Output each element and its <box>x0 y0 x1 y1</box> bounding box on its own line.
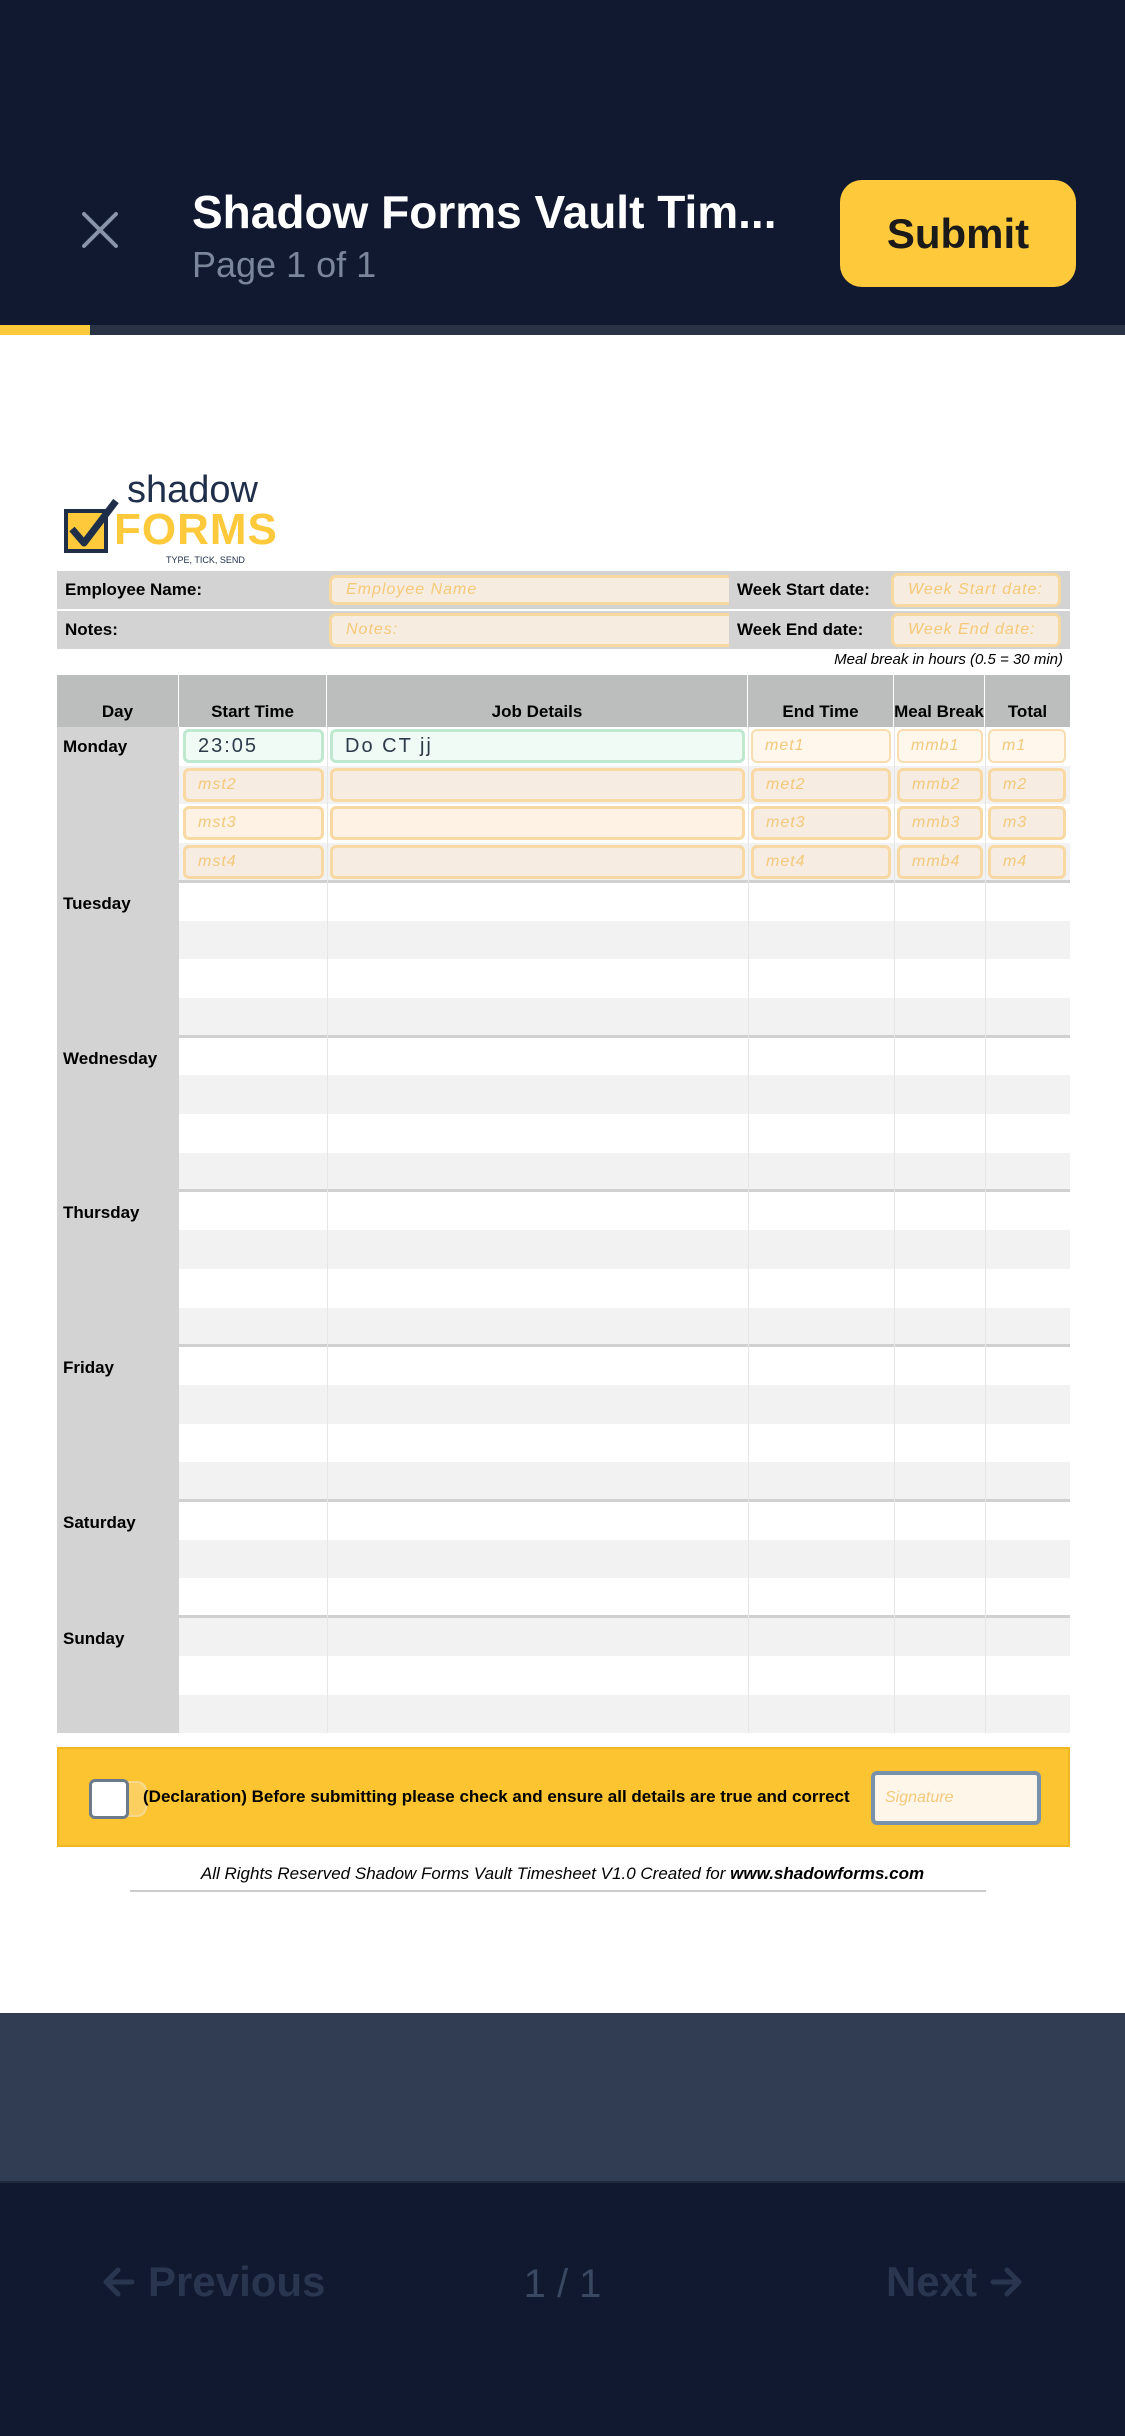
submit-button[interactable]: Submit <box>840 180 1076 287</box>
week-end-input[interactable]: Week End date: <box>891 613 1061 647</box>
declaration-bar <box>57 1747 1070 1847</box>
app-header <box>0 0 1125 325</box>
copyright-text: All Rights Reserved Shadow Forms Vault Timesheet V1.0 Created for <box>200 1864 731 1883</box>
signature-field[interactable]: Signature <box>871 1771 1041 1825</box>
table-row <box>179 882 1070 921</box>
column-gridline <box>985 727 986 1733</box>
header-job-details: Job Details <box>327 675 748 727</box>
header-total: Total <box>1007 702 1048 721</box>
meal-break-note: Meal break in hours (0.5 = 30 min) <box>834 651 1063 668</box>
notes-input[interactable]: Notes: <box>329 613 783 647</box>
form-page <box>0 335 1125 2013</box>
table-row <box>179 1424 1070 1463</box>
close-icon <box>70 200 130 260</box>
viewer-background <box>0 2013 1125 2181</box>
monday-start-input-4[interactable]: mst4 <box>183 845 324 879</box>
monday-start-input-2[interactable]: mst2 <box>183 768 324 802</box>
previous-label: Previous <box>148 2258 326 2305</box>
table-row <box>179 1114 1070 1153</box>
week-end-label: Week End date: <box>729 611 889 649</box>
day-separator <box>179 1035 1070 1038</box>
monday-job-input-2[interactable] <box>330 768 745 802</box>
table-row <box>179 921 1070 960</box>
table-row <box>179 1153 1070 1192</box>
footer-divider <box>130 1890 986 1892</box>
table-row <box>179 1191 1070 1230</box>
employee-name-input[interactable]: Employee Name <box>329 575 783 605</box>
day-column <box>57 727 179 1733</box>
week-start-label: Week Start date: <box>729 571 889 609</box>
monday-meal-input-3[interactable]: mmb3 <box>897 806 983 840</box>
table-row <box>179 959 1070 998</box>
table-row <box>179 1540 1070 1579</box>
monday-total-input-3[interactable]: m3 <box>988 806 1066 840</box>
arrow-right-icon <box>989 2264 1025 2300</box>
table-row <box>179 1269 1070 1308</box>
table-row <box>179 1656 1070 1695</box>
day-label-wednesday: Wednesday <box>63 1048 158 1068</box>
monday-end-input-4[interactable]: met4 <box>751 845 891 879</box>
day-label-thursday: Thursday <box>63 1203 140 1223</box>
header-meal-break: Meal Break <box>894 675 985 727</box>
monday-meal-input-2[interactable]: mmb2 <box>897 768 983 802</box>
day-separator <box>179 1499 1070 1502</box>
nav-divider <box>0 2181 1125 2183</box>
day-separator <box>179 880 1070 883</box>
page-subtitle: Page 1 of 1 <box>192 244 377 285</box>
monday-job-input-3[interactable] <box>330 806 745 840</box>
column-gridline <box>748 727 749 1733</box>
next-label: Next <box>885 2258 977 2305</box>
monday-total-input-1[interactable]: m1 <box>988 729 1066 763</box>
monday-job-input-4[interactable] <box>330 845 745 879</box>
logo-word-shadow: shadow <box>127 469 258 511</box>
day-label-monday: Monday <box>63 737 128 756</box>
week-start-input[interactable]: Week Start date: <box>891 573 1061 607</box>
monday-total-input-2[interactable]: m2 <box>988 768 1066 802</box>
day-separator <box>179 1615 1070 1618</box>
monday-end-input-3[interactable]: met3 <box>751 806 891 840</box>
table-row <box>179 1501 1070 1540</box>
column-gridline <box>327 727 328 1733</box>
monday-total-input-4[interactable]: m4 <box>988 845 1066 879</box>
header-start-time: Start Time <box>179 675 327 727</box>
table-row <box>179 1230 1070 1269</box>
checkbox-logo-icon <box>62 495 122 555</box>
progress-bar <box>0 325 1125 335</box>
table-row <box>179 1385 1070 1424</box>
table-row <box>179 1075 1070 1114</box>
shadow-forms-logo <box>62 469 278 565</box>
monday-end-input-2[interactable]: met2 <box>751 768 891 802</box>
table-row <box>179 1695 1070 1734</box>
day-separator <box>179 1344 1070 1347</box>
logo-tagline: TYPE, TICK, SEND <box>166 555 245 565</box>
declaration-checkbox[interactable] <box>89 1779 129 1819</box>
day-label-sunday: Sunday <box>63 1629 125 1649</box>
day-separator <box>179 1189 1070 1192</box>
table-row <box>179 1462 1070 1501</box>
header-end-time: End Time <box>748 675 894 727</box>
table-row <box>179 1617 1070 1656</box>
day-label-saturday: Saturday <box>63 1513 136 1532</box>
notes-label: Notes: <box>57 611 327 649</box>
close-button[interactable] <box>70 200 130 260</box>
table-header <box>57 675 1070 727</box>
table-row <box>179 1346 1070 1385</box>
table-row <box>179 1578 1070 1617</box>
copyright-footer <box>0 1864 1125 1884</box>
next-button[interactable] <box>886 2258 1025 2306</box>
day-label-friday: Friday <box>63 1358 115 1378</box>
page-indicator: 1 / 1 <box>523 2262 602 2306</box>
logo-word-forms: FORMS <box>114 505 278 554</box>
progress-fill <box>0 325 90 335</box>
monday-start-input-3[interactable]: mst3 <box>183 806 324 840</box>
header-day: Day <box>57 675 179 727</box>
timesheet-table <box>57 675 1070 1733</box>
monday-meal-input-4[interactable]: mmb4 <box>897 845 983 879</box>
employee-info <box>57 571 1070 651</box>
column-gridline <box>894 727 895 1733</box>
monday-meal-input-1[interactable]: mmb1 <box>897 729 983 763</box>
monday-end-input-1[interactable]: met1 <box>751 729 891 763</box>
monday-start-input-1[interactable]: 23:05 <box>183 729 324 763</box>
employee-name-label: Employee Name: <box>57 571 327 609</box>
table-row <box>179 998 1070 1037</box>
day-label-tuesday: Tuesday <box>63 893 131 913</box>
monday-job-input-1[interactable]: Do CT jj <box>330 729 745 763</box>
table-row <box>179 1308 1070 1347</box>
page-title: Shadow Forms Vault Tim... <box>192 186 777 238</box>
table-row <box>179 1037 1070 1076</box>
declaration-text: (Declaration) Before submitting please check and ensure all details are true and correct <box>143 1787 850 1806</box>
copyright-site[interactable]: www.shadowforms.com <box>730 1864 925 1883</box>
